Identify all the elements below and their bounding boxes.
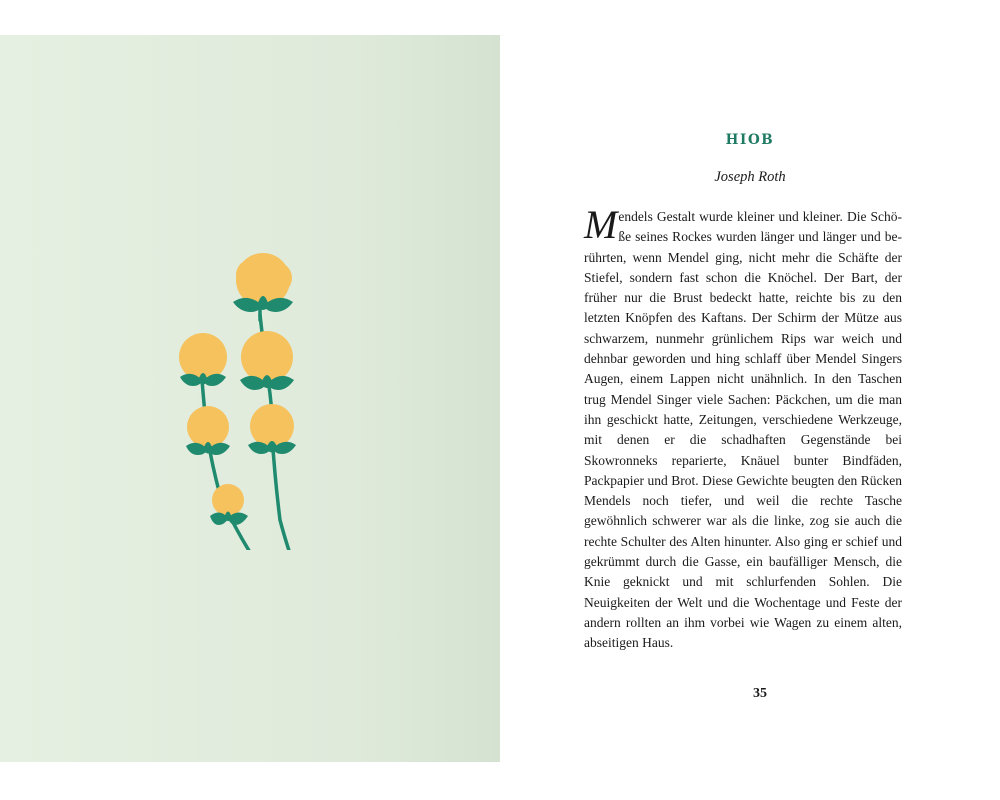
flower-head-mid-left xyxy=(187,406,229,448)
flower-head-bottom-left xyxy=(212,484,244,516)
left-page xyxy=(0,35,500,762)
book-spread xyxy=(0,35,1000,762)
author-name: Joseph Roth xyxy=(714,169,786,185)
right-page xyxy=(500,35,1000,762)
chapter-title: HIOB xyxy=(725,132,775,148)
body-paragraph xyxy=(584,202,902,654)
body-text: endels Gestalt wurde kleiner und kleiner. Die Schöße seines Rockes wurden länger und länger und berührten, wenn Mendel ging, nicht mehr die Schäfte der Stiefel, sondern fast schon die Knöchel. Der Bart, der früher nur die Brust bedeckt hatte, reichte bis zu den letzten Knöpfen des Kaftans. Der Schirm der Mütze aus schwarzem, nunmehr grünlichem Rips war weich und dehnbar geworden und hing schlaff über Mendel Singers Augen, einem Lappen nicht unähnlich. In den Taschen trug Mendel Singer viele Sachen: Päckchen, um die man ihn geschickt hatte, Zeitungen, verschiedene Werkzeuge, mit denen er die schadhaften Gegenstände bei Skowronneks reparierte, Knäuel bunter Bindfäden, Packpapier und Brot. Diese Gewichte beugten den Rücken Mendels noch tiefer, und weil die rechte Tasche gewöhnlich schwerer war als die linke, zog sie auch die rechte Schulter des Alten hinunter. Also ging er schief und gekrümmt durch die Gasse, ein baufälliger Mensch, die Knie geknickt und mit schlurfenden Sohlen. Die Neuigkeiten der Welt und die Wochentage und Feste der andern rollten an ihm vorbei wie Wagen zu einem alten, abseitigen Haus. xyxy=(584,209,902,651)
initial-letter: M xyxy=(584,202,618,247)
page-number: 35 xyxy=(753,686,767,701)
flower-sprigs-illustration xyxy=(160,220,330,550)
left-stem xyxy=(202,380,260,550)
